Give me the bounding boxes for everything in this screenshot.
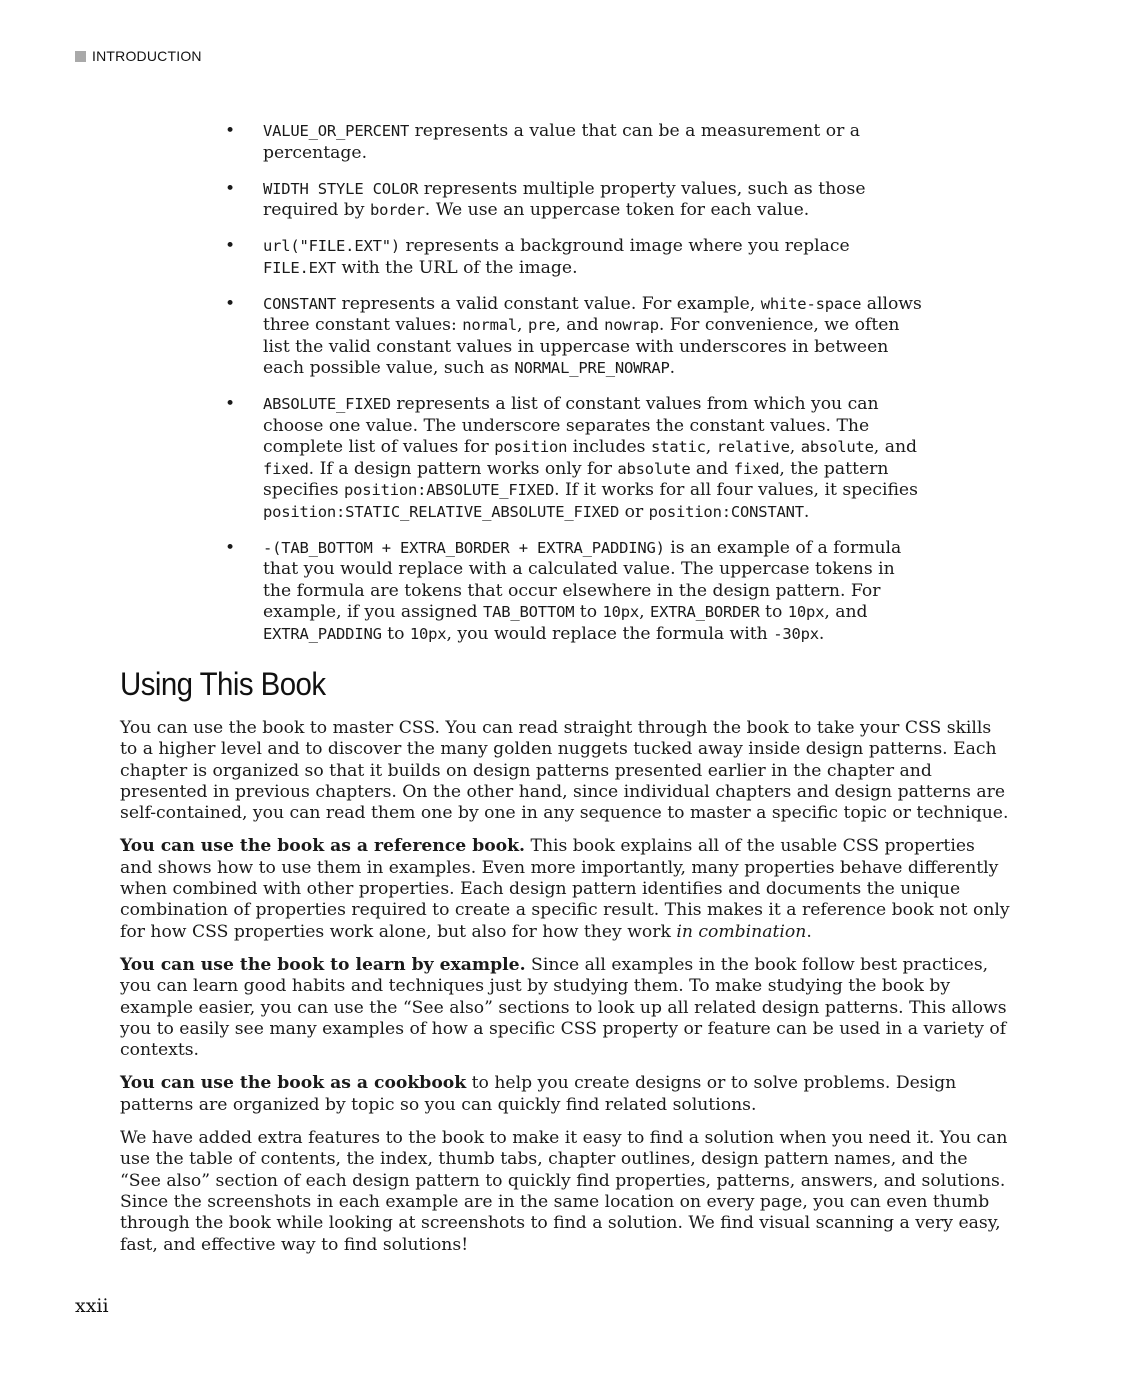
list-item-text: , and: [824, 602, 868, 622]
list-item-text: , and: [873, 437, 918, 457]
list-item-text: includes: [567, 437, 651, 457]
paragraph-emphasis: in combination: [676, 921, 807, 942]
list-item-text: represents multiple property values, such as those required by: [263, 178, 866, 220]
code-token: position:ABSOLUTE_FIXED: [344, 481, 555, 499]
code-token: VALUE_OR_PERCENT: [263, 122, 410, 140]
paragraph-text: to help you create designs or to solve problems. Design patterns are organized by topic so you can quickly find related solutions.: [120, 1073, 957, 1115]
list-item-text: . For convenience, we often list the valid constant values in uppercase with underscores in between each possible value, such as: [263, 315, 900, 378]
running-head-text: INTRODUCTION: [92, 48, 202, 64]
paragraph-intro: You can use the book to master CSS. You can read straight through the book to take your CSS skills to a higher level and to discover the many golden nuggets tucked away inside design patterns. Each chapter is organized so that it builds on design patterns presented earlier in the chapter and presented in previous chapters. On the other hand, since individual chapters and design patterns are self-contained, you can read them one by one in any sequence to master a specific topic or technique.: [120, 718, 1009, 824]
list-item-text: with the URL of the image.: [336, 257, 578, 278]
code-token: nowrap: [604, 316, 659, 334]
running-head-marker: [75, 51, 86, 62]
code-token: CONSTANT: [263, 294, 337, 313]
code-token: absolute: [617, 459, 691, 478]
list-item-text: or: [619, 501, 649, 522]
list-item-text: allows three constant values:: [263, 293, 922, 335]
list-item-text: , and: [555, 315, 605, 335]
list-item-text: ,: [705, 437, 717, 457]
paragraph-lead: You can use the book to learn by example.: [120, 954, 526, 975]
list-item-formula: [222, 538, 922, 646]
list-item-text: represents a background image where you replace: [399, 236, 850, 256]
code-token: fixed: [263, 459, 309, 478]
code-token: white-space: [760, 294, 862, 313]
bullet-icon: •: [225, 236, 236, 256]
page-number: xxii: [75, 1295, 109, 1317]
bullet-icon: •: [225, 121, 236, 141]
section-heading: Using This Book: [120, 666, 326, 702]
paragraph-text: This book explains all of the usable CSS properties and shows how to use them in examples. Even more importantly, many properties behave differently when combined with other properties. Each design pattern identifies and documents the unique combination of properties required to create a specific result. This makes it a reference book not only for how CSS properties work alone, but also for how they work: [120, 836, 1010, 942]
list-item-text: .: [818, 623, 825, 644]
list-item-text: . If it works for all four values, it specifies: [554, 480, 918, 500]
paragraph-cookbook: [120, 1073, 1010, 1116]
list-item-url: [222, 236, 922, 279]
bullet-icon: •: [225, 178, 236, 199]
code-token: -30px: [773, 624, 819, 643]
list-item-text: represents a list of constant values from which you can choose one value. The underscore separates the constant values. The complete list of values for: [263, 394, 879, 457]
code-token: ABSOLUTE_FIXED: [263, 395, 391, 413]
token-conventions-list: [222, 121, 922, 660]
list-item-text: to: [574, 602, 603, 622]
code-token: WIDTH STYLE COLOR: [263, 179, 419, 198]
paragraph-example: [120, 955, 1010, 1061]
list-item-text: ,: [517, 315, 528, 335]
code-token: TAB_BOTTOM: [483, 603, 575, 621]
code-token: FILE.EXT: [263, 258, 337, 277]
code-token: border: [370, 201, 425, 219]
running-head: [75, 48, 202, 64]
code-token: position:CONSTANT: [648, 502, 804, 521]
list-item-text: . If a design pattern works only for: [308, 458, 618, 479]
code-token: 10px: [409, 624, 447, 643]
code-token: url("FILE.EXT"): [263, 237, 400, 255]
code-token: EXTRA_BORDER: [650, 603, 760, 621]
list-item-text: . We use an uppercase token for each value.: [424, 200, 810, 220]
section-body: [120, 718, 1010, 1268]
list-item-text: ,: [639, 602, 650, 622]
list-item-text: .: [669, 358, 676, 378]
code-token: pre: [527, 316, 556, 334]
list-item-text: , you would replace the formula with: [446, 623, 774, 644]
list-item-width-style-color: [222, 179, 922, 222]
code-token: position: [494, 438, 568, 456]
bullet-icon: •: [225, 394, 236, 414]
code-token: fixed: [733, 459, 780, 478]
paragraph-lead: You can use the book as a cookbook: [120, 1073, 467, 1094]
code-token: 10px: [602, 603, 640, 621]
list-item-constant: [222, 294, 922, 380]
code-token: 10px: [787, 603, 825, 621]
code-token: normal: [462, 316, 518, 334]
paragraph-text: .: [806, 921, 812, 942]
paragraph-text: Since all examples in the book follow best practices, you can learn good habits and techniques just by studying them. To make studying the book by example easier, you can use the “See also” sections to look up all related design patterns. This allows you to easily see many examples of how a specific CSS property or feature can be used in a variety of contexts.: [120, 954, 1007, 1061]
code-token: NORMAL_PRE_NOWRAP: [514, 359, 670, 377]
list-item-text: .: [803, 501, 810, 522]
code-token: absolute: [800, 438, 874, 456]
code-token: position:STATIC_RELATIVE_ABSOLUTE_FIXED: [263, 502, 620, 521]
list-item-text: , the pattern specifies: [263, 458, 889, 500]
list-item-text: to: [381, 623, 410, 644]
code-token: EXTRA_PADDING: [263, 624, 382, 643]
list-item-text: and: [690, 458, 734, 479]
list-item-text: represents a valid constant value. For example,: [336, 293, 761, 314]
code-token: relative: [716, 438, 790, 456]
list-item-text: is an example of a formula that you would replace with a calculated value. The uppercase tokens in the formula are tokens that occur elsewhere in the design pattern. For example, if you assigned: [263, 537, 902, 622]
list-item-text: to: [759, 602, 788, 622]
list-item-text: represents a value that can be a measurement or a percentage.: [263, 121, 860, 163]
code-token: static: [650, 438, 706, 456]
paragraph-lead: You can use the book as a reference book.: [120, 836, 526, 857]
bullet-icon: •: [225, 537, 236, 558]
paragraph-features: We have added extra features to the book to make it easy to find a solution when you need it. You can use the table of contents, the index, thumb tabs, chapter outlines, design pattern names, and the “See also” section of each design pattern to quickly find properties, patterns, answers, and solutions. Since the screenshots in each example are in the same location on every page, you can even thumb through the book while looking at screenshots to find a solution. We find visual scanning a very easy, fast, and effective way to find solutions!: [120, 1128, 1008, 1255]
list-item-absolute-fixed: [222, 394, 922, 523]
code-token: -(TAB_BOTTOM + EXTRA_BORDER + EXTRA_PADDING): [263, 538, 665, 557]
paragraph-reference: [120, 836, 1010, 942]
list-item-value-or-percent: [222, 121, 922, 164]
list-item-text: ,: [789, 437, 801, 457]
bullet-icon: •: [225, 293, 236, 314]
